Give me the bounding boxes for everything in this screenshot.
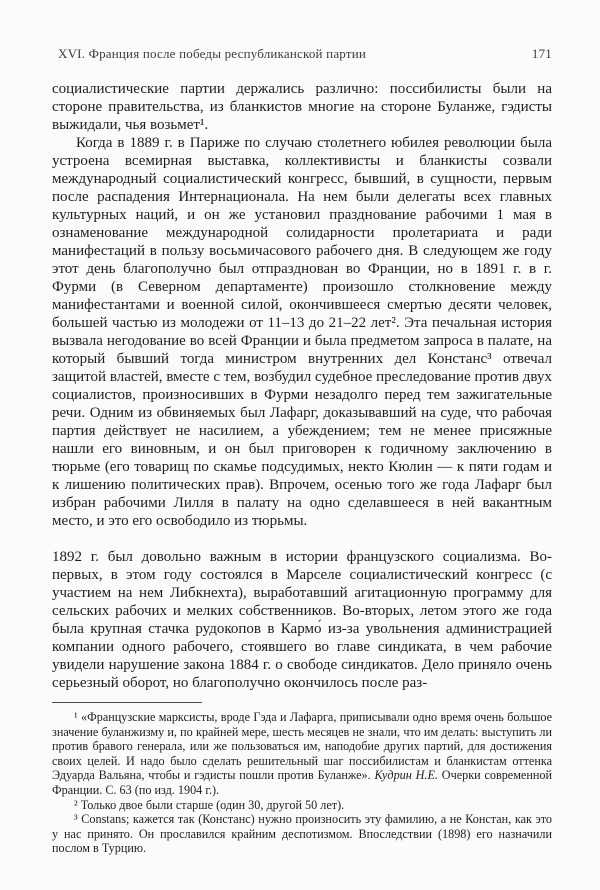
paragraph-continuation: социалистические партии держались различно: поссибилисты были на стороне правительства, из бланкистов многие на стороне Буланже, гэдисты выжидали, чья возьмет¹. — [52, 81, 552, 133]
page-header — [52, 46, 552, 62]
footnote-1-source: Очерки современной Франции. С. 63 (по изд. 1904 г.). — [52, 768, 552, 797]
footnote-1-author: Кудрин Н.Е. — [374, 768, 438, 783]
paragraph-1889-congress: Когда в 1889 г. в Париже по случаю столетнего юбилея революции была устроена всемирная выставка, коллективисты и бланкисты созвали международный социалистический конгресс, бывший, в сущности, первым после распадения Интернационала. На нем были делегаты всех главных культурных наций, и он же установил празднование рабочими 1 мая в ознаменование международной солидарности пролетариата и ради манифестаций в пользу восьмичасового рабочего дня. В следующем же году этот день благополучно был отпразднован во Франции, но в 1891 г. в г. Фурми (в Северном департаменте) произошло столкновение между манифестантами и военной силой, окончившееся смертью десяти человек, большей частью из молодежи от 11–13 до 21–22 лет². Эта печальная история вызвала негодование во всей Франции и была предметом запроса в палате, на который бывший тогда министром внутренних дел Констанс³ отвечал защитой властей, вместе с тем, возбудил судебное преследование против двух социалистов, произносивших в Фурми незадолго перед тем зажигательные речи. Одним из обвиняемых был Лафарг, доказывавший на суде, что рабочая партия действует не насилием, а убеждением; тем не менее присяжные нашли его виновным, и он был приговорен к годичному заключению в тюрьме (его товарищ по скамье подсудимых, некто Кюлин — к пяти годам и к лишению политических прав). Впрочем, осенью того же года Лафарг был избран рабочими Лилля в палату на одно сделавшееся в ней вакантным место, и это его освободило из тюрьмы. — [52, 135, 552, 529]
footnotes-section — [52, 702, 552, 856]
footnote-2: ² Только двое были старше (один 30, другой 50 лет). — [74, 797, 345, 812]
body-text — [52, 80, 552, 692]
footnote-separator-rule — [52, 702, 202, 703]
footnote-1 — [52, 710, 552, 798]
footnote-3: ³ Constans; кажется так (Констанс) нужно произносить эту фамилию, а не Констан, как это у нас принято. Он прославился крайним деспотизмом. Впоследствии (1898) его назначили послом в Турцию. — [52, 812, 552, 856]
paragraph-1892: 1892 г. был довольно важным в истории французского социализма. Во-первых, в этом году состоялся в Марселе социалистический конгресс (с участием на нем Либкнехта), выработавший агитационную программу для сельских рабочих и мелких собственников. Во-вторых, летом этого же года была крупная стачка рудокопов в Кармо́ из-за увольнения администрацией компании одного рабочего, стоявшего во главе синдиката, в чем рабочие увидели нарушение закона 1884 г. о свободе синдикатов. Дело приняло очень серьезный оборот, но благополучно окончилось после раз- — [52, 549, 552, 691]
footnote-1-text: ¹ «Французские марксисты, вроде Гэда и Лафарга, приписывали одно время очень большое значение буланжизму и, по крайней мере, шесть месяцев не знали, что им делать: выступить ли против бравого генерала, или же пользоваться им, наподобие других партий, для достижения своих целей. И надо было сделать решительный шаг поссибилистам и бланкистам оттенка Эдуарда Вальяна, чтобы и гэдисты пошли против Буланже». — [52, 710, 552, 783]
running-head: XVI. Франция после победы республиканской партии — [58, 46, 367, 61]
page-number: 171 — [531, 46, 552, 61]
